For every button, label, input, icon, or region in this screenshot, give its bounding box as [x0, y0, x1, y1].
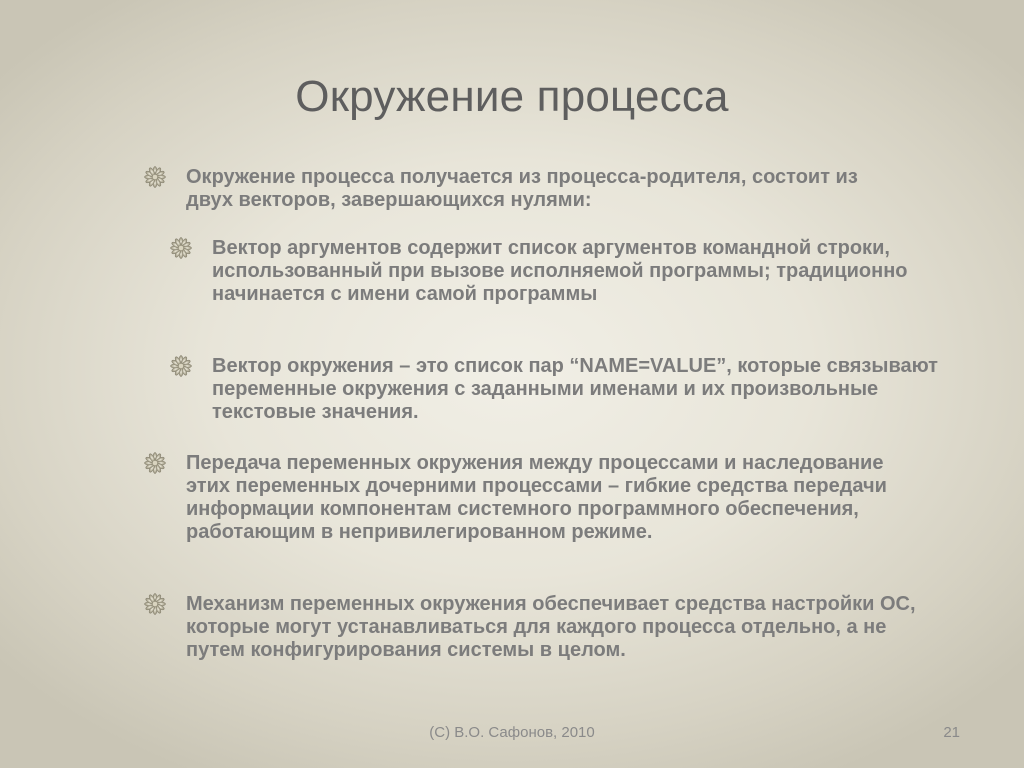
bullet-text: Механизм переменных окружения обеспечивает средства настройки ОС, которые могут устанавливаться для каждого процесса отдельно, а не путем конфигурирования системы в целом. — [186, 593, 916, 661]
bullet-item — [186, 593, 946, 662]
bullet-item — [186, 166, 886, 212]
sub-bullet-item — [212, 237, 952, 306]
bullet-text: Окружение процесса получается из процесса-родителя, состоит из двух векторов, завершающихся нулями: — [186, 166, 858, 211]
bullet-text: Вектор окружения – это список пар “NAME=VALUE”, которые связывают переменные окружения с заданными именами и их произвольные текстовые значения. — [212, 355, 938, 423]
flower-bullet-icon — [144, 166, 166, 188]
slide-title: Окружение процесса — [295, 72, 729, 121]
bullet-text: Передача переменных окружения между процессами и наследование этих переменных дочерними процессами – гибкие средства передачи информации компонентам системного программного обеспечения, работающим в непривилегированном режиме. — [186, 452, 887, 543]
bullet-item — [186, 452, 906, 544]
flower-bullet-icon — [144, 452, 166, 474]
bullet-text: Вектор аргументов содержит список аргументов командной строки, использованный при вызове исполняемой программы; традиционно начинается с имени самой программы — [212, 237, 908, 305]
flower-bullet-icon — [144, 593, 166, 615]
sub-bullet-item — [212, 355, 957, 424]
flower-bullet-icon — [170, 237, 192, 259]
flower-bullet-icon — [170, 355, 192, 377]
page-number: 21 — [943, 724, 960, 741]
slide-footer: (C) В.О. Сафонов, 2010 — [429, 724, 595, 741]
